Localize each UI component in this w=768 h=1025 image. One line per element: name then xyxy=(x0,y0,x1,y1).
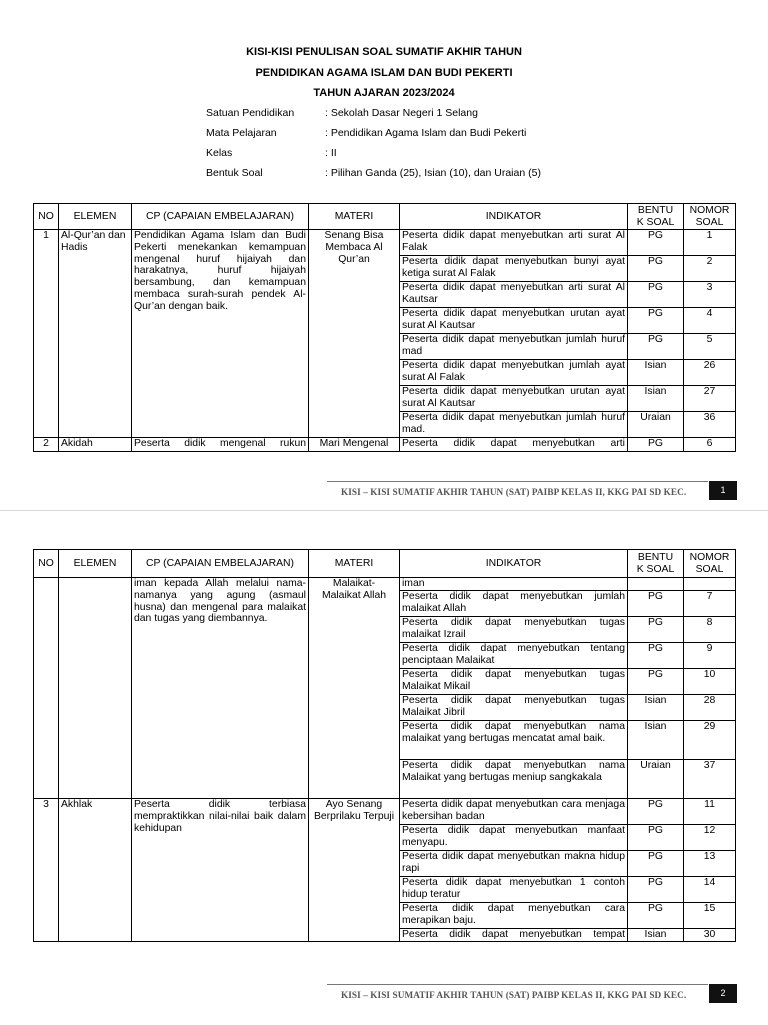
indikator-cell: Peserta didik dapat menyebutkan arti surat Al Falak xyxy=(400,230,628,256)
indikator-cell: Peserta didik dapat menyebutkan makna hidup rapi xyxy=(400,851,628,877)
table-header-row xyxy=(34,204,736,230)
bentuk-soal-cell: Uraian xyxy=(628,412,684,438)
bentuk-soal-cell: Isian xyxy=(628,360,684,386)
bentuk-soal-cell: PG xyxy=(628,643,684,669)
indikator-cell: Peserta didik dapat menyebutkan nama Malaikat yang bertugas meniup sangkakala xyxy=(400,760,628,799)
nomor-soal-cell: 14 xyxy=(684,877,736,903)
indikator-cell: Peserta didik dapat menyebutkan tugas Malaikat Mikail xyxy=(400,669,628,695)
row-materi: Senang Bisa Membaca Al Qur’an xyxy=(309,230,400,438)
indikator-cell: Peserta didik dapat menyebutkan cara merapikan baju. xyxy=(400,903,628,929)
row-cp: Peserta didik terbiasa mempraktikkan nilai-nilai baik dalam kehidupan xyxy=(132,799,309,942)
bentuk-soal-cell: PG xyxy=(628,851,684,877)
bentuk-soal-cell: PG xyxy=(628,230,684,256)
indikator-cell: Peserta didik dapat menyebutkan arti surat Al Kautsar xyxy=(400,282,628,308)
nomor-soal-cell: 4 xyxy=(684,308,736,334)
indikator-cell: Peserta didik dapat menyebutkan 1 contoh hidup teratur xyxy=(400,877,628,903)
header-bentuk-soal: BENTU K SOAL xyxy=(628,550,684,578)
nomor-soal-cell: 1 xyxy=(684,230,736,256)
bentuk-soal-cell: PG xyxy=(628,438,684,452)
row-cp: iman kepada Allah melalui nama-namanya yang agung (asmaul husna) dan mengenal para malaikat dan tugas yang diembannya. xyxy=(132,578,309,799)
nomor-soal-cell: 30 xyxy=(684,929,736,942)
bentuk-soal-cell: PG xyxy=(628,903,684,929)
meta-label-satuan: Satuan Pendidikan xyxy=(206,107,295,119)
table-row xyxy=(34,230,736,256)
row-cp: Peserta didik mengenal rukun xyxy=(132,438,309,452)
footer-text: KISI – KISI SUMATIF AKHIR TAHUN (SAT) PAIBP KELAS II, KKG PAI SD KEC. xyxy=(341,487,687,497)
meta-value-satuan: : Sekolah Dasar Negeri 1 Selang xyxy=(325,107,478,119)
header-nomor-soal: NOMOR SOAL xyxy=(684,550,736,578)
bentuk-soal-cell: Isian xyxy=(628,929,684,942)
meta-label-kelas: Kelas xyxy=(206,147,233,159)
row-no xyxy=(34,578,59,799)
meta-value-kelas: : II xyxy=(325,147,337,159)
bentuk-soal-cell: PG xyxy=(628,825,684,851)
table-header-row xyxy=(34,550,736,578)
nomor-soal-cell: 3 xyxy=(684,282,736,308)
header-nomor-soal: NOMOR SOAL xyxy=(684,204,736,230)
indikator-cell: Peserta didik dapat menyebutkan jumlah ayat surat Al Falak xyxy=(400,360,628,386)
bentuk-soal-cell: PG xyxy=(628,308,684,334)
header-no: NO xyxy=(34,550,59,578)
indikator-cell: iman xyxy=(400,578,628,591)
row-elemen: Akhlak xyxy=(59,799,132,942)
indikator-cell: Peserta didik dapat menyebutkan cara menjaga kebersihan badan xyxy=(400,799,628,825)
row-no: 3 xyxy=(34,799,59,942)
bentuk-soal-cell: Uraian xyxy=(628,760,684,799)
bentuk-soal-cell: PG xyxy=(628,617,684,643)
meta-label-bentuk: Bentuk Soal xyxy=(206,167,263,179)
bentuk-soal-cell xyxy=(628,578,684,591)
indikator-cell: Peserta didik dapat menyebutkan urutan ayat surat Al Kautsar xyxy=(400,308,628,334)
nomor-soal-cell: 37 xyxy=(684,760,736,799)
bentuk-soal-cell: Isian xyxy=(628,721,684,760)
indikator-cell: Peserta didik dapat menyebutkan arti xyxy=(400,438,628,452)
indikator-cell: Peserta didik dapat menyebutkan urutan ayat surat Al Kautsar xyxy=(400,386,628,412)
nomor-soal-cell: 29 xyxy=(684,721,736,760)
header-elemen: ELEMEN xyxy=(59,550,132,578)
header-elemen: ELEMEN xyxy=(59,204,132,230)
kisi-table-page2 xyxy=(33,549,736,942)
kisi-table-page1 xyxy=(33,203,736,452)
indikator-cell: Peserta didik dapat menyebutkan tentang penciptaan Malaikat xyxy=(400,643,628,669)
row-no: 1 xyxy=(34,230,59,438)
bentuk-soal-cell: PG xyxy=(628,669,684,695)
indikator-cell: Peserta didik dapat menyebutkan jumlah huruf mad xyxy=(400,334,628,360)
page-number: 2 xyxy=(709,984,737,1003)
nomor-soal-cell: 6 xyxy=(684,438,736,452)
bentuk-soal-cell: PG xyxy=(628,591,684,617)
bentuk-soal-cell: Isian xyxy=(628,386,684,412)
indikator-cell: Peserta didik dapat menyebutkan tugas malaikat Izrail xyxy=(400,617,628,643)
header-materi: MATERI xyxy=(309,550,400,578)
header-materi: MATERI xyxy=(309,204,400,230)
table-row xyxy=(34,799,736,825)
nomor-soal-cell: 2 xyxy=(684,256,736,282)
bentuk-soal-cell: Isian xyxy=(628,695,684,721)
row-materi: Ayo Senang Berprilaku Terpuji xyxy=(309,799,400,942)
row-elemen: Akidah xyxy=(59,438,132,452)
footer-text: KISI – KISI SUMATIF AKHIR TAHUN (SAT) PAIBP KELAS II, KKG PAI SD KEC. xyxy=(341,990,687,1000)
header-bentuk-soal: BENTU K SOAL xyxy=(628,204,684,230)
header-indikator: INDIKATOR xyxy=(400,550,628,578)
document-page-2 xyxy=(0,510,768,1025)
header-cp: CP (CAPAIAN EMBELAJARAN) xyxy=(132,550,309,578)
indikator-cell: Peserta didik dapat menyebutkan jumlah malaikat Allah xyxy=(400,591,628,617)
row-materi: Mari Mengenal xyxy=(309,438,400,452)
row-materi: Malaikat- Malaikat Allah xyxy=(309,578,400,799)
nomor-soal-cell: 28 xyxy=(684,695,736,721)
nomor-soal-cell: 13 xyxy=(684,851,736,877)
meta-label-mapel: Mata Pelajaran xyxy=(206,127,277,139)
header-indikator: INDIKATOR xyxy=(400,204,628,230)
nomor-soal-cell: 9 xyxy=(684,643,736,669)
bentuk-soal-cell: PG xyxy=(628,877,684,903)
row-elemen xyxy=(59,578,132,799)
nomor-soal-cell: 8 xyxy=(684,617,736,643)
page-footer xyxy=(327,481,708,508)
bentuk-soal-cell: PG xyxy=(628,256,684,282)
row-no: 2 xyxy=(34,438,59,452)
indikator-cell: Peserta didik dapat menyebutkan bunyi ayat ketiga surat Al Falak xyxy=(400,256,628,282)
row-elemen: Al-Qur’an dan Hadis xyxy=(59,230,132,438)
school-year: TAHUN AJARAN 2023/2024 xyxy=(313,87,455,99)
bentuk-soal-cell: PG xyxy=(628,334,684,360)
page-footer xyxy=(327,984,708,1011)
nomor-soal-cell: 27 xyxy=(684,386,736,412)
bentuk-soal-cell: PG xyxy=(628,799,684,825)
header-no: NO xyxy=(34,204,59,230)
page-number: 1 xyxy=(709,481,737,500)
nomor-soal-cell: 36 xyxy=(684,412,736,438)
bentuk-soal-cell: PG xyxy=(628,282,684,308)
indikator-cell: Peserta didik dapat menyebutkan tempat xyxy=(400,929,628,942)
nomor-soal-cell: 26 xyxy=(684,360,736,386)
header-cp: CP (CAPAIAN EMBELAJARAN) xyxy=(132,204,309,230)
indikator-cell: Peserta didik dapat menyebutkan manfaat menyapu. xyxy=(400,825,628,851)
meta-value-mapel: : Pendidikan Agama Islam dan Budi Pekerti xyxy=(325,127,527,139)
document-title: KISI-KISI PENULISAN SOAL SUMATIF AKHIR TAHUN xyxy=(246,46,522,58)
nomor-soal-cell: 7 xyxy=(684,591,736,617)
nomor-soal-cell: 10 xyxy=(684,669,736,695)
indikator-cell: Peserta didik dapat menyebutkan tugas Malaikat Jibril xyxy=(400,695,628,721)
nomor-soal-cell: 5 xyxy=(684,334,736,360)
document-page-1 xyxy=(0,0,768,510)
table-row xyxy=(34,578,736,591)
nomor-soal-cell: 11 xyxy=(684,799,736,825)
table-row xyxy=(34,438,736,452)
nomor-soal-cell: 15 xyxy=(684,903,736,929)
row-cp: Pendidikan Agama Islam dan Budi Pekerti menekankan kemampuan mengenal huruf hijaiyah dan harakatnya, huruf hijaiyah bersambung, dan kemampuan membaca surah-surah pendek Al-Qur’an dengan baik. xyxy=(132,230,309,438)
meta-value-bentuk: : Pilihan Ganda (25), Isian (10), dan Uraian (5) xyxy=(325,167,541,179)
indikator-cell: Peserta didik dapat menyebutkan jumlah huruf mad. xyxy=(400,412,628,438)
indikator-cell: Peserta didik dapat menyebutkan nama malaikat yang bertugas mencatat amal baik. xyxy=(400,721,628,760)
document-subtitle: PENDIDIKAN AGAMA ISLAM DAN BUDI PEKERTI xyxy=(255,67,513,79)
nomor-soal-cell xyxy=(684,578,736,591)
nomor-soal-cell: 12 xyxy=(684,825,736,851)
